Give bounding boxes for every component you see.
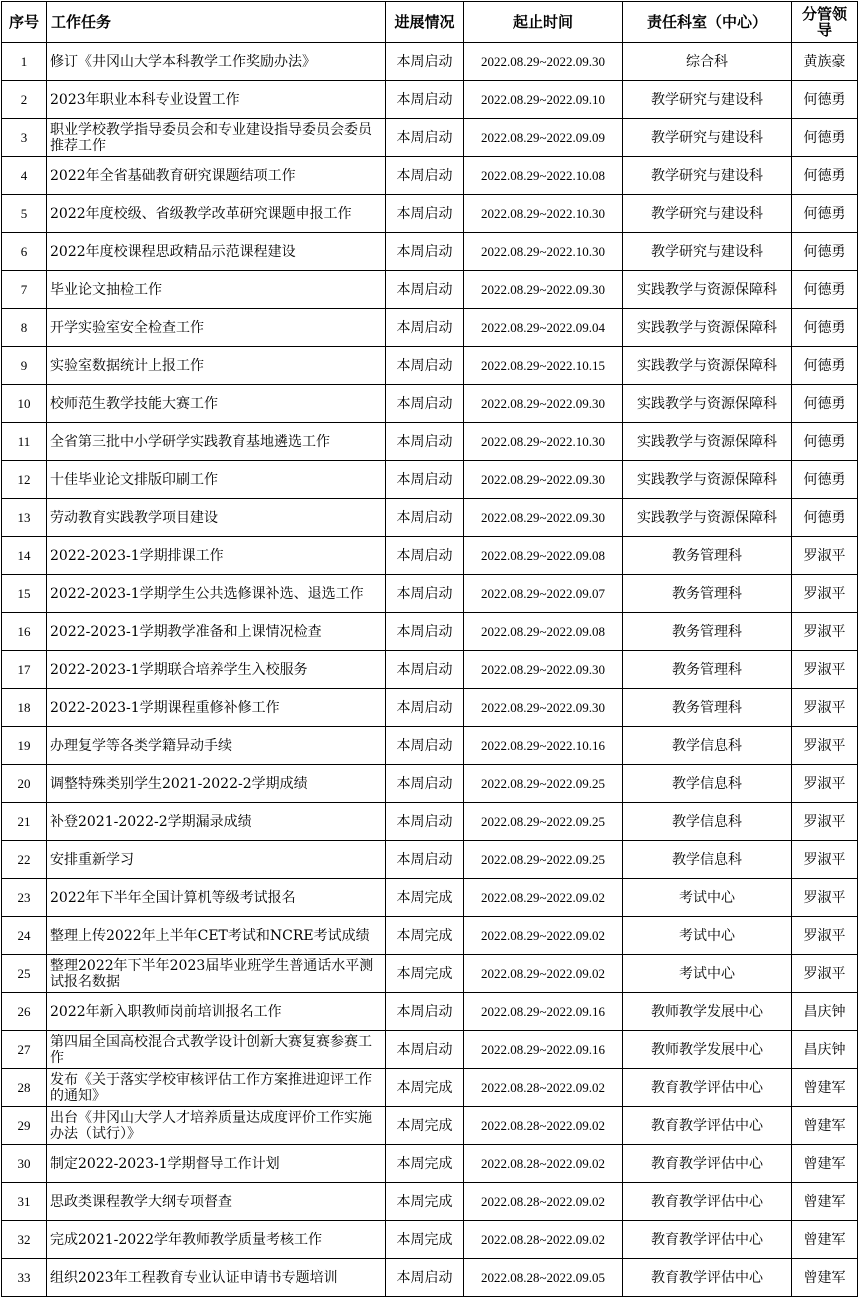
cell-task: 整理2022年下半年2023届毕业班学生普通话水平测试报名数据 — [47, 955, 386, 993]
table-row — [2, 43, 858, 81]
cell-dept: 教育教学评估中心 — [623, 1183, 792, 1221]
cell-period: 2022.08.29~2022.10.08 — [464, 157, 623, 195]
cell-task: 安排重新学习 — [47, 841, 386, 879]
cell-period: 2022.08.29~2022.09.10 — [464, 81, 623, 119]
cell-dept: 教学研究与建设科 — [623, 119, 792, 157]
cell-leader: 昌庆钟 — [792, 1031, 858, 1069]
cell-period: 2022.08.28~2022.09.02 — [464, 1107, 623, 1145]
header-task: 工作任务 — [47, 2, 386, 43]
table-row — [2, 575, 858, 613]
cell-no: 12 — [2, 461, 47, 499]
cell-dept: 实践教学与资源保障科 — [623, 309, 792, 347]
cell-progress: 本周启动 — [386, 841, 464, 879]
cell-period: 2022.08.29~2022.10.16 — [464, 727, 623, 765]
table-row — [2, 689, 858, 727]
cell-no: 22 — [2, 841, 47, 879]
cell-period: 2022.08.29~2022.10.30 — [464, 423, 623, 461]
header-leader: 分管领导 — [792, 2, 858, 43]
cell-task: 完成2021-2022学年教师教学质量考核工作 — [47, 1221, 386, 1259]
cell-progress: 本周完成 — [386, 1107, 464, 1145]
cell-dept: 实践教学与资源保障科 — [623, 499, 792, 537]
cell-dept: 教师教学发展中心 — [623, 1031, 792, 1069]
table-body — [2, 43, 858, 1297]
cell-period: 2022.08.29~2022.09.02 — [464, 955, 623, 993]
cell-dept: 教学研究与建设科 — [623, 233, 792, 271]
table-row — [2, 1069, 858, 1107]
cell-period: 2022.08.28~2022.09.02 — [464, 1145, 623, 1183]
cell-progress: 本周启动 — [386, 1031, 464, 1069]
cell-period: 2022.08.29~2022.09.07 — [464, 575, 623, 613]
cell-dept: 教学信息科 — [623, 803, 792, 841]
cell-period: 2022.08.29~2022.09.02 — [464, 879, 623, 917]
cell-progress: 本周完成 — [386, 1183, 464, 1221]
header-no: 序号 — [2, 2, 47, 43]
cell-no: 18 — [2, 689, 47, 727]
cell-leader: 何德勇 — [792, 423, 858, 461]
cell-task: 组织2023年工程教育专业认证申请书专题培训 — [47, 1259, 386, 1297]
cell-period: 2022.08.29~2022.09.04 — [464, 309, 623, 347]
table-row — [2, 385, 858, 423]
cell-dept: 教务管理科 — [623, 575, 792, 613]
cell-no: 24 — [2, 917, 47, 955]
cell-leader: 曾建军 — [792, 1069, 858, 1107]
cell-no: 31 — [2, 1183, 47, 1221]
cell-task: 2022-2023-1学期教学准备和上课情况检查 — [47, 613, 386, 651]
cell-no: 23 — [2, 879, 47, 917]
cell-task: 校师范生教学技能大赛工作 — [47, 385, 386, 423]
cell-leader: 何德勇 — [792, 499, 858, 537]
table-row — [2, 309, 858, 347]
cell-progress: 本周启动 — [386, 613, 464, 651]
cell-progress: 本周完成 — [386, 917, 464, 955]
cell-dept: 教务管理科 — [623, 689, 792, 727]
cell-progress: 本周启动 — [386, 43, 464, 81]
cell-progress: 本周完成 — [386, 1221, 464, 1259]
cell-task: 出台《井冈山大学人才培养质量达成度评价工作实施办法（试行）》 — [47, 1107, 386, 1145]
cell-task: 2022年全省基础教育研究课题结项工作 — [47, 157, 386, 195]
cell-task: 发布《关于落实学校审核评估工作方案推进迎评工作的通知》 — [47, 1069, 386, 1107]
cell-dept: 实践教学与资源保障科 — [623, 271, 792, 309]
table-row — [2, 195, 858, 233]
cell-no: 6 — [2, 233, 47, 271]
cell-no: 16 — [2, 613, 47, 651]
table-row — [2, 119, 858, 157]
cell-task: 2022-2023-1学期排课工作 — [47, 537, 386, 575]
cell-task: 调整特殊类别学生2021-2022-2学期成绩 — [47, 765, 386, 803]
cell-task: 办理复学等各类学籍异动手续 — [47, 727, 386, 765]
cell-progress: 本周启动 — [386, 195, 464, 233]
cell-period: 2022.08.29~2022.09.08 — [464, 537, 623, 575]
table-row — [2, 157, 858, 195]
cell-task: 劳动教育实践教学项目建设 — [47, 499, 386, 537]
table-row — [2, 233, 858, 271]
table-row — [2, 1221, 858, 1259]
cell-no: 17 — [2, 651, 47, 689]
cell-period: 2022.08.28~2022.09.05 — [464, 1259, 623, 1297]
cell-leader: 曾建军 — [792, 1259, 858, 1297]
cell-leader: 何德勇 — [792, 347, 858, 385]
cell-dept: 教学信息科 — [623, 765, 792, 803]
cell-period: 2022.08.29~2022.09.30 — [464, 461, 623, 499]
table-row — [2, 347, 858, 385]
cell-no: 11 — [2, 423, 47, 461]
cell-no: 14 — [2, 537, 47, 575]
table-row — [2, 613, 858, 651]
cell-leader: 何德勇 — [792, 119, 858, 157]
header-progress: 进展情况 — [386, 2, 464, 43]
cell-leader: 罗淑平 — [792, 727, 858, 765]
cell-progress: 本周启动 — [386, 803, 464, 841]
cell-no: 28 — [2, 1069, 47, 1107]
cell-leader: 罗淑平 — [792, 955, 858, 993]
cell-task: 2022年新入职教师岗前培训报名工作 — [47, 993, 386, 1031]
cell-no: 8 — [2, 309, 47, 347]
table-row — [2, 879, 858, 917]
table-row — [2, 81, 858, 119]
cell-leader: 何德勇 — [792, 81, 858, 119]
cell-leader: 罗淑平 — [792, 765, 858, 803]
cell-progress: 本周启动 — [386, 689, 464, 727]
cell-leader: 曾建军 — [792, 1183, 858, 1221]
table-row — [2, 651, 858, 689]
cell-no: 19 — [2, 727, 47, 765]
table-row — [2, 1145, 858, 1183]
cell-leader: 曾建军 — [792, 1145, 858, 1183]
cell-period: 2022.08.29~2022.10.30 — [464, 233, 623, 271]
cell-task: 2023年职业本科专业设置工作 — [47, 81, 386, 119]
table-row — [2, 765, 858, 803]
cell-period: 2022.08.29~2022.09.16 — [464, 1031, 623, 1069]
cell-dept: 教育教学评估中心 — [623, 1069, 792, 1107]
cell-no: 13 — [2, 499, 47, 537]
cell-no: 27 — [2, 1031, 47, 1069]
cell-no: 20 — [2, 765, 47, 803]
cell-leader: 罗淑平 — [792, 841, 858, 879]
cell-no: 25 — [2, 955, 47, 993]
table-row — [2, 803, 858, 841]
cell-leader: 黄族豪 — [792, 43, 858, 81]
cell-leader: 罗淑平 — [792, 803, 858, 841]
cell-dept: 综合科 — [623, 43, 792, 81]
table-row — [2, 841, 858, 879]
cell-dept: 教育教学评估中心 — [623, 1107, 792, 1145]
cell-dept: 教育教学评估中心 — [623, 1259, 792, 1297]
cell-leader: 曾建军 — [792, 1107, 858, 1145]
cell-task: 十佳毕业论文排版印刷工作 — [47, 461, 386, 499]
cell-leader: 何德勇 — [792, 233, 858, 271]
cell-no: 4 — [2, 157, 47, 195]
cell-progress: 本周启动 — [386, 575, 464, 613]
cell-period: 2022.08.29~2022.09.30 — [464, 689, 623, 727]
cell-dept: 实践教学与资源保障科 — [623, 347, 792, 385]
cell-no: 5 — [2, 195, 47, 233]
table-row — [2, 499, 858, 537]
cell-leader: 何德勇 — [792, 195, 858, 233]
cell-period: 2022.08.29~2022.09.25 — [464, 803, 623, 841]
table-row — [2, 955, 858, 993]
cell-dept: 教育教学评估中心 — [623, 1221, 792, 1259]
cell-period: 2022.08.29~2022.09.30 — [464, 499, 623, 537]
cell-task: 补登2021-2022-2学期漏录成绩 — [47, 803, 386, 841]
cell-task: 全省第三批中小学研学实践教育基地遴选工作 — [47, 423, 386, 461]
cell-progress: 本周启动 — [386, 271, 464, 309]
cell-no: 3 — [2, 119, 47, 157]
cell-progress: 本周启动 — [386, 119, 464, 157]
cell-dept: 教务管理科 — [623, 613, 792, 651]
cell-dept: 实践教学与资源保障科 — [623, 385, 792, 423]
cell-leader: 昌庆钟 — [792, 993, 858, 1031]
table-row — [2, 993, 858, 1031]
cell-task: 开学实验室安全检查工作 — [47, 309, 386, 347]
table-row — [2, 1031, 858, 1069]
cell-no: 33 — [2, 1259, 47, 1297]
table-row — [2, 423, 858, 461]
header-period: 起止时间 — [464, 2, 623, 43]
cell-dept: 教务管理科 — [623, 651, 792, 689]
cell-task: 2022-2023-1学期课程重修补修工作 — [47, 689, 386, 727]
cell-progress: 本周完成 — [386, 879, 464, 917]
cell-progress: 本周启动 — [386, 157, 464, 195]
cell-period: 2022.08.29~2022.09.30 — [464, 43, 623, 81]
cell-period: 2022.08.28~2022.09.02 — [464, 1069, 623, 1107]
cell-progress: 本周启动 — [386, 499, 464, 537]
work-task-table — [1, 1, 858, 1297]
cell-progress: 本周启动 — [386, 727, 464, 765]
cell-no: 9 — [2, 347, 47, 385]
cell-period: 2022.08.29~2022.09.09 — [464, 119, 623, 157]
table-row — [2, 461, 858, 499]
header-dept: 责任科室（中心） — [623, 2, 792, 43]
cell-leader: 何德勇 — [792, 385, 858, 423]
cell-leader: 何德勇 — [792, 309, 858, 347]
cell-period: 2022.08.29~2022.09.30 — [464, 385, 623, 423]
cell-leader: 何德勇 — [792, 271, 858, 309]
cell-task: 修订《井冈山大学本科教学工作奖励办法》 — [47, 43, 386, 81]
cell-dept: 实践教学与资源保障科 — [623, 461, 792, 499]
cell-no: 10 — [2, 385, 47, 423]
cell-no: 32 — [2, 1221, 47, 1259]
cell-period: 2022.08.29~2022.09.25 — [464, 765, 623, 803]
cell-period: 2022.08.28~2022.09.02 — [464, 1183, 623, 1221]
cell-progress: 本周启动 — [386, 461, 464, 499]
cell-dept: 教学研究与建设科 — [623, 157, 792, 195]
cell-period: 2022.08.28~2022.09.02 — [464, 1221, 623, 1259]
cell-leader: 曾建军 — [792, 1221, 858, 1259]
table-row — [2, 1183, 858, 1221]
cell-no: 7 — [2, 271, 47, 309]
cell-progress: 本周启动 — [386, 309, 464, 347]
cell-no: 29 — [2, 1107, 47, 1145]
cell-task: 2022-2023-1学期联合培养学生入校服务 — [47, 651, 386, 689]
cell-period: 2022.08.29~2022.10.30 — [464, 195, 623, 233]
cell-leader: 罗淑平 — [792, 613, 858, 651]
cell-period: 2022.08.29~2022.09.30 — [464, 271, 623, 309]
table-row — [2, 1259, 858, 1297]
cell-progress: 本周启动 — [386, 423, 464, 461]
cell-progress: 本周启动 — [386, 537, 464, 575]
cell-progress: 本周完成 — [386, 1145, 464, 1183]
cell-period: 2022.08.29~2022.09.16 — [464, 993, 623, 1031]
cell-leader: 罗淑平 — [792, 879, 858, 917]
cell-dept: 教务管理科 — [623, 537, 792, 575]
cell-dept: 实践教学与资源保障科 — [623, 423, 792, 461]
cell-dept: 考试中心 — [623, 879, 792, 917]
cell-dept: 教学信息科 — [623, 841, 792, 879]
cell-dept: 考试中心 — [623, 917, 792, 955]
cell-leader: 罗淑平 — [792, 917, 858, 955]
cell-task: 职业学校教学指导委员会和专业建设指导委员会委员推荐工作 — [47, 119, 386, 157]
cell-progress: 本周启动 — [386, 233, 464, 271]
cell-task: 思政类课程教学大纲专项督查 — [47, 1183, 386, 1221]
cell-no: 15 — [2, 575, 47, 613]
table-row — [2, 727, 858, 765]
cell-no: 30 — [2, 1145, 47, 1183]
cell-progress: 本周启动 — [386, 1259, 464, 1297]
cell-leader: 何德勇 — [792, 157, 858, 195]
cell-period: 2022.08.29~2022.09.25 — [464, 841, 623, 879]
cell-leader: 罗淑平 — [792, 651, 858, 689]
cell-task: 2022年度校课程思政精品示范课程建设 — [47, 233, 386, 271]
cell-progress: 本周启动 — [386, 385, 464, 423]
table-row — [2, 271, 858, 309]
cell-task: 制定2022-2023-1学期督导工作计划 — [47, 1145, 386, 1183]
cell-dept: 教学研究与建设科 — [623, 195, 792, 233]
cell-dept: 教师教学发展中心 — [623, 993, 792, 1031]
cell-progress: 本周完成 — [386, 955, 464, 993]
table-row — [2, 917, 858, 955]
cell-no: 1 — [2, 43, 47, 81]
cell-task: 2022-2023-1学期学生公共选修课补选、退选工作 — [47, 575, 386, 613]
cell-period: 2022.08.29~2022.09.08 — [464, 613, 623, 651]
cell-dept: 教学研究与建设科 — [623, 81, 792, 119]
cell-no: 2 — [2, 81, 47, 119]
cell-period: 2022.08.29~2022.09.30 — [464, 651, 623, 689]
cell-task: 毕业论文抽检工作 — [47, 271, 386, 309]
cell-progress: 本周启动 — [386, 993, 464, 1031]
cell-leader: 罗淑平 — [792, 575, 858, 613]
cell-progress: 本周启动 — [386, 347, 464, 385]
cell-progress: 本周启动 — [386, 81, 464, 119]
cell-progress: 本周启动 — [386, 765, 464, 803]
table-row — [2, 1107, 858, 1145]
cell-leader: 罗淑平 — [792, 689, 858, 727]
cell-leader: 罗淑平 — [792, 537, 858, 575]
cell-task: 2022年下半年全国计算机等级考试报名 — [47, 879, 386, 917]
cell-no: 21 — [2, 803, 47, 841]
cell-task: 第四届全国高校混合式教学设计创新大赛复赛参赛工作 — [47, 1031, 386, 1069]
cell-task: 整理上传2022年上半年CET考试和NCRE考试成绩 — [47, 917, 386, 955]
cell-dept: 教学信息科 — [623, 727, 792, 765]
table-row — [2, 537, 858, 575]
cell-period: 2022.08.29~2022.09.02 — [464, 917, 623, 955]
cell-progress: 本周完成 — [386, 1069, 464, 1107]
cell-leader: 何德勇 — [792, 461, 858, 499]
header-row — [2, 2, 858, 43]
cell-progress: 本周启动 — [386, 651, 464, 689]
cell-dept: 考试中心 — [623, 955, 792, 993]
cell-no: 26 — [2, 993, 47, 1031]
cell-dept: 教育教学评估中心 — [623, 1145, 792, 1183]
cell-period: 2022.08.29~2022.10.15 — [464, 347, 623, 385]
cell-task: 实验室数据统计上报工作 — [47, 347, 386, 385]
cell-task: 2022年度校级、省级教学改革研究课题申报工作 — [47, 195, 386, 233]
